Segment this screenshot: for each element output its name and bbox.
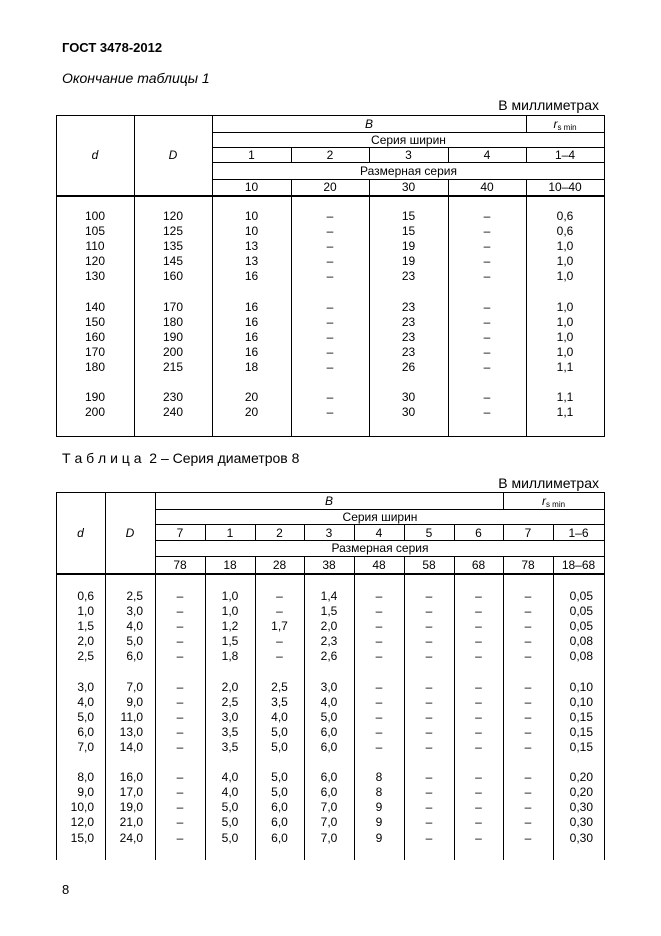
table2-dim-series-cell: 48: [372, 558, 386, 572]
table1-column-B30: 15 15 19 19 23 23 23 23 23 26 30 30: [401, 209, 416, 420]
table1-width-series-cell: 2: [326, 148, 334, 162]
table1-dim-series-cell: 30: [401, 180, 416, 194]
table1-column-rsmin: 0,6 0,6 1,0 1,0 1,0 1,0 1,0 1,0 1,0 1,1 1,1 1,1: [556, 209, 574, 420]
table2-dim-series-cell: 68: [471, 558, 486, 572]
table2-column-rsmin: 0,05 0,05 0,05 0,08 0,08 0,10 0,10 0,15 0,15 0,15 0,20 0,20 0,30 0,30 0,30: [569, 589, 593, 845]
table2-width-series-cell: 4: [375, 526, 383, 540]
table2-column-B78: – – – – – – – – – – – – – – –: [176, 589, 184, 845]
table2-header-rsmin: $r_{s min}$: [541, 494, 566, 509]
table2-width-series-label: Серия ширин: [342, 510, 418, 524]
table-continuation-label: Окончание таблицы 1: [62, 70, 210, 86]
table2-width-series-cell: 5: [425, 526, 433, 540]
table2-dim-series-cell: 58: [422, 558, 436, 572]
table1-dim-series-cell: 10: [244, 180, 259, 194]
table1-header-rsmin: $r_{s min}$: [553, 117, 577, 132]
table2-column-B38: 1,4 1,5 2,0 2,3 2,6 3,0 4,0 5,0 6,0 6,0 6,0 6,0 7,0 7,0 7,0: [320, 589, 338, 845]
table2-dim-series-cell: 78: [173, 558, 187, 572]
table1-header-D: D: [168, 148, 178, 162]
table2-dim-series-cell: 38: [322, 558, 336, 572]
table1-header-d: d: [91, 148, 99, 162]
standard-code: ГОСТ 3478-2012: [62, 40, 163, 55]
table2-dim-series-cell: 18: [223, 558, 237, 572]
table2-units: В миллиметрах: [498, 475, 599, 491]
table1-width-series-cell: 1: [248, 148, 255, 162]
table2-width-series-cell: 3: [325, 526, 333, 540]
table2-dim-series-cell: 28: [272, 558, 287, 572]
table1-column-B40: – – – – – – – – – – – –: [483, 209, 491, 420]
table1-width-series-cell: 4: [483, 148, 491, 162]
table2-width-series-cell: 6: [475, 526, 482, 540]
table2-column-B78-7: – – – – – – – – – – – – – – –: [524, 589, 532, 845]
table2-width-series-cell: 2: [276, 526, 283, 540]
table1-column-d: 100 105 110 120 130 140 150 160 170 180 190 200: [84, 209, 106, 420]
table2-column-D: 2,5 3,0 4,0 5,0 6,0 7,0 9,0 11,0 13,0 14,0 16,0 17,0 19,0 21,0 24,0: [119, 589, 143, 845]
table1-column-B20: – – – – – – – – – – – –: [326, 209, 334, 420]
table2-header-D: D: [125, 526, 135, 540]
table2-column-B58: – – – – – – – – – – – – – – –: [425, 589, 433, 845]
page-number: 8: [62, 882, 70, 897]
table2-width-series-cell: 1: [226, 526, 234, 540]
table2-column-B68: – – – – – – – – – – – – – – –: [475, 589, 482, 845]
table2-column-B18: 1,0 1,0 1,2 1,5 1,8 2,0 2,5 3,0 3,5 3,5 4,0 4,0 5,0 5,0 5,0: [221, 589, 239, 845]
table2-width-series-cell: 7: [524, 526, 532, 540]
table1-units: В миллиметрах: [498, 97, 599, 113]
table2-width-series-cell: 1–6: [568, 526, 589, 540]
table1-dim-series-cell: 40: [480, 180, 494, 194]
table1-header-B: B: [364, 117, 373, 131]
table2-header-d: d: [77, 526, 84, 540]
table2-column-B28: – – 1,7 – – 2,5 3,5 4,0 5,0 5,0 5,0 5,0 6,0 6,0 6,0: [271, 589, 288, 845]
table1-dim-series-cell: 10–40: [548, 180, 582, 194]
table2-column-B48: – – – – – – – – – – 8 8 9 9 9: [375, 589, 383, 845]
table2-dim-series-cell: 18–68: [561, 558, 596, 572]
table1-dim-series-label: Размерная серия: [360, 164, 457, 178]
table1-width-series-cell: 1–4: [554, 148, 576, 162]
table2-width-series-cell: 7: [176, 526, 184, 540]
table2-title: Т а б л и ц а 2 – Серия диаметров 8: [62, 450, 300, 466]
table2-dim-series-cell: 78: [521, 558, 535, 572]
table2-column-d: 0,6 1,0 1,5 2,0 2,5 3,0 4,0 5,0 6,0 7,0 8,0 9,0 10,0 12,0 15,0: [70, 589, 94, 845]
table2-header-B: B: [324, 494, 333, 508]
table1-column-D: 120 125 135 145 160 170 180 190 200 215 230 240: [162, 209, 184, 420]
table1-width-series-cell: 3: [405, 148, 412, 162]
table1-width-series-label: Серия ширин: [371, 133, 446, 147]
table2-dim-series-label: Размерная серия: [331, 541, 429, 555]
table1-column-B10: 10 10 13 13 16 16 16 16 16 18 20 20: [244, 209, 259, 420]
table1-dim-series-cell: 20: [323, 180, 337, 194]
